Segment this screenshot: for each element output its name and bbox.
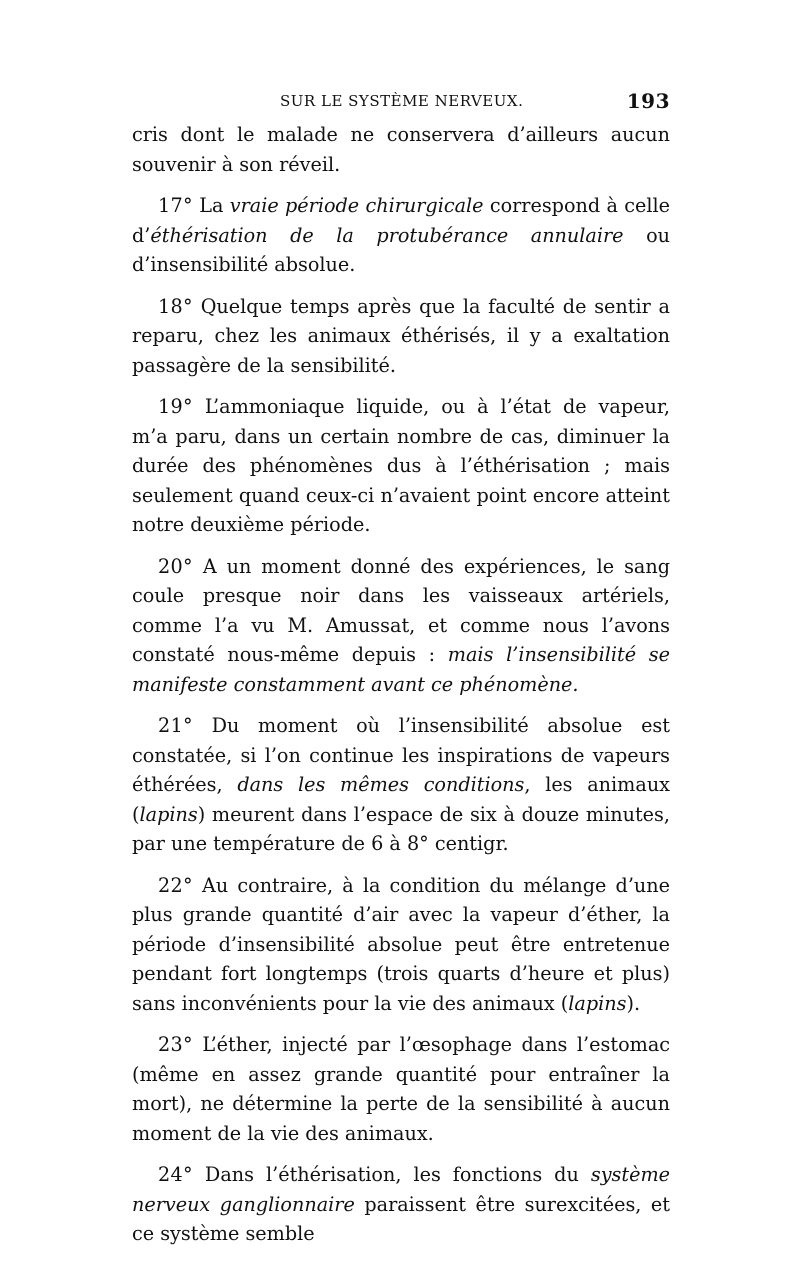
paragraph-number: 23° bbox=[158, 1033, 193, 1056]
paragraph-p17 bbox=[132, 191, 670, 280]
running-head bbox=[132, 89, 670, 120]
text: L’éther, injecté par l’œsophage dans l’estomac (même en assez grande quantité pour entraîner la mort), ne détermine la perte de la sensibilité à aucun moment de la vie des animaux. bbox=[132, 1033, 670, 1145]
italic-text: dans les mêmes conditions bbox=[237, 773, 525, 796]
text: ou d’insensibilité absolue. bbox=[132, 223, 671, 276]
paragraph-p21 bbox=[132, 711, 670, 859]
text: A un moment donné des expériences, le sang coule presque noir dans les vaisseaux artériels, comme l’a vu M. Amussat, et comme nous l’avons constaté nous-même depuis : bbox=[132, 554, 670, 666]
text: paraissent être surexcitées, et ce système semble bbox=[132, 1192, 670, 1245]
paragraph-number: 21° bbox=[158, 714, 193, 737]
text: Du moment où l’insensibilité absolue est constatée, si l’on continue les inspirations de vapeurs éthérées, bbox=[132, 714, 670, 796]
text: ) meurent dans l’espace de six à douze minutes, par une température de 6 à 8° centigr. bbox=[132, 802, 670, 855]
italic-text: vraie période chirurgicale bbox=[229, 194, 484, 217]
paragraph-number: 24° bbox=[158, 1163, 193, 1186]
paragraph-number: 18° bbox=[158, 294, 193, 318]
text: La bbox=[192, 194, 230, 217]
text: Dans l’éthérisation, les fonctions du bbox=[192, 1163, 591, 1186]
text: cris dont le malade ne conservera d’ailleurs aucun souvenir à son réveil. bbox=[132, 123, 670, 176]
italic-text: lapins bbox=[568, 991, 627, 1015]
paragraph-p16-continuation bbox=[132, 120, 670, 179]
paragraph-number: 17° bbox=[158, 194, 193, 217]
paragraph-p24 bbox=[132, 1160, 670, 1249]
paragraph-number: 20° bbox=[158, 554, 193, 578]
paragraph-p20 bbox=[132, 552, 670, 700]
book-page bbox=[132, 89, 671, 1261]
italic-text: mais l’insensibilité se manifeste constamment avant ce phénomène. bbox=[132, 643, 670, 696]
italic-text: lapins bbox=[139, 802, 198, 826]
text: correspond à celle d’ bbox=[132, 194, 670, 247]
page-number: 193 bbox=[626, 89, 670, 113]
paragraph-p23 bbox=[132, 1030, 670, 1148]
text: Quelque temps après que la faculté de sentir a reparu, chez les animaux éthérisés, il y a exaltation passagère de la sensibilité. bbox=[132, 294, 670, 377]
running-head-title: SUR LE SYSTÈME NERVEUX. bbox=[280, 92, 524, 110]
text: ). bbox=[626, 991, 641, 1015]
body-text bbox=[132, 120, 670, 1249]
text: Au contraire, à la condition du mélange d’une plus grande quantité d’air avec la vapeur d’éther, la période d’insensibilité absolue peut être entretenue pendant fort longtemps (trois quarts d’heure et plus) sans inconvénients pour la vie des animaux ( bbox=[132, 873, 670, 1015]
paragraph-number: 22° bbox=[158, 873, 193, 897]
italic-text: système nerveux ganglionnaire bbox=[132, 1163, 670, 1216]
paragraph-p18 bbox=[132, 292, 670, 381]
text: , les animaux ( bbox=[132, 773, 670, 826]
paragraph-p19 bbox=[132, 392, 670, 540]
paragraph-p22 bbox=[132, 871, 670, 1019]
paragraph-number: 19° bbox=[158, 395, 193, 418]
text: L’ammoniaque liquide, ou à l’état de vapeur, m’a paru, dans un certain nombre de cas, diminuer la durée des phénomènes dus à l’éthérisation ; mais seulement quand ceux-ci n’avaient point encore atteint notre deuxième période. bbox=[132, 395, 670, 536]
italic-text: éthérisation de la protubérance annulaire bbox=[150, 223, 624, 247]
